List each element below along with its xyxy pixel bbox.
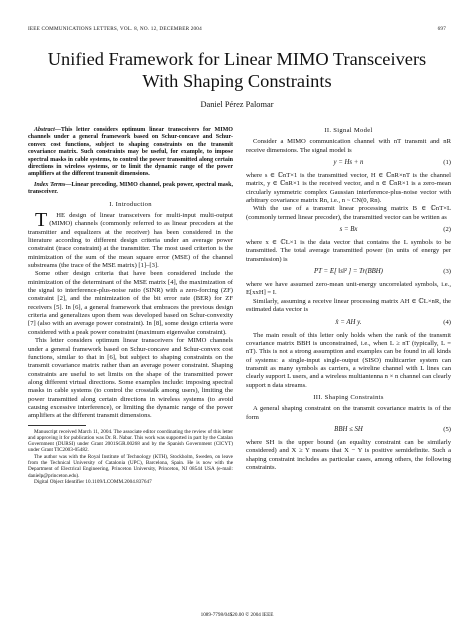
abstract-text: This letter considers optimum linear transceivers for MIMO channels under a general framework based on Schur-concave and Schur-convex cost functions, subject to shaping constraints on the transmit covariance matrix. Such constraints may be useful, for example, to impose spectral masks in cable systems, to control the power transmitted along certain directions in wireless systems, or to limit the dynamic range of the power amplifiers at the different transmit dimensions.: [28, 127, 233, 178]
equation-4-expr: x̂ = AH y.: [335, 318, 362, 326]
shaping-paragraph-1: A general shaping constraint on the transmit covariance matrix is of the form: [246, 405, 451, 421]
signal-paragraph-7: The main result of this letter only holds when the rank of the transmit covariance matrix BBH is unconstrained, i.e., when L ≥ nT (typically, L = nT). This is not a strong assumption and examples can be found in all kinds of systems: a single-input single-output (SISO) multicarrier system can transmit as many symbols as carriers, a wireline channel with L lines can clearly support L users, and a wireless multiantenna n × n channel can clearly support n data streams.: [246, 331, 451, 389]
equation-3-expr: PT = E[ ‖s‖² ] = Tr(BBH): [314, 268, 383, 276]
equation-3-number: (3): [443, 268, 451, 276]
equation-1-number: (1): [443, 159, 451, 167]
index-terms: [28, 182, 233, 197]
signal-paragraph-4: where x ∈ ℂL×1 is the data vector that contains the L symbols to be transmitted. The total average transmitted power (in units of energy per transmission) is: [246, 239, 451, 263]
footnote-doi: Digital Object Identifier 10.1109/LCOMM.2004.837647: [34, 478, 152, 485]
intro-paragraph-1-text: HE design of linear transceivers for multi-input multi-output (MIMO) channels (commonly referred to as linear precoders at the transmitter and equalizers at the receiver) has been considered in the literature according to different design criteria under an average power constraint (trace constraint) at the transmitter. The most used criterion is the minimization of the sum of the mean square error (MSE) of the channel substreams (the trace of the MSE matrix) [1]–[3].: [28, 212, 233, 270]
equation-5-number: (5): [443, 425, 451, 433]
journal-line: IEEE COMMUNICATIONS LETTERS, VOL. 8, NO. 12, DECEMBER 2004: [28, 26, 202, 32]
intro-paragraph-3: This letter considers optimum linear transceivers for MIMO channels under a general framework based on Schur-concave and Schur-convex cost functions, similar to that in [6], but subject to shaping constraints on the transmit covariance matrix rather than an average power constraint. Shaping constraints are useful to set limits on the shape of the transmitted power along different virtual directions. Some examples include: imposing spectral masks in cable systems (to control the crosstalk among users), limiting the power transmitted along certain directions in wireless systems (to avoid causing excessive interference), or limiting the dynamic range of the power amplifiers at the different transmit dimensions.: [28, 337, 233, 420]
equation-2-expr: s = Bx: [339, 226, 358, 234]
equation-1: [246, 159, 451, 168]
equation-1-expr: y = Hs + n: [333, 159, 364, 167]
abstract: [28, 127, 233, 179]
signal-paragraph-6: Similarly, assuming a receive linear processing matrix AH ∈ ℂL×nR, the estimated data vector is: [246, 297, 451, 314]
intro-paragraph-2: Some other design criteria that have been considered include the minimization of the determinant of the MSE matrix [4], the maximization of the signal to interference-plus-noise ratio (SINR) with a zero-forcing (ZF) constraint [2], and the minimization of the bit error rate (BER) for ZF receivers [5]. In [6], a general framework that embraces the previous design criteria and generalizes upon them was developed based on Schur-convexity [7] (also with an average power constraint). In [8], some design criteria were considered with a peak power constraint (maximum eigenvalue constraint).: [28, 270, 233, 336]
author-name: Daniel Pérez Palomar: [200, 100, 274, 109]
equation-5: [246, 426, 451, 435]
section-heading-signal-model: II. Signal Model: [324, 127, 373, 134]
right-column: [246, 127, 451, 472]
index-terms-label: Index Terms—: [34, 181, 72, 188]
index-terms-text: Linear precoding, MIMO channel, peak power, spectral mask, transceiver.: [28, 181, 233, 196]
footnote-affiliation: The author was with the Royal Institute of Technology (KTH), Stockholm, Sweden, on leave from the Technical University of Catalonia (UPC), Barcelona, Spain. He is now with the Department of Electrical Engineering, Princeton University, Princeton, NJ 08544 USA (e-mail: danielp@princeton.edu).: [28, 453, 233, 479]
shaping-paragraph-2: where SH is the upper bound (an equality constraint can be similarly considered) and X ≥ Y means that X − Y is positive semidefinite. Such a shaping constraint includes as particular cases, among others, the following constraints.: [246, 438, 451, 471]
left-column: [28, 127, 233, 485]
signal-paragraph-5: where we have assumed zero-mean unit-energy uncorrelated symbols, i.e., E[xxH] = I.: [246, 281, 451, 297]
intro-paragraph-1: [28, 209, 233, 270]
equation-5-expr: BBH ≤ SH: [334, 425, 363, 433]
running-header: [28, 26, 446, 32]
equation-2: [246, 226, 451, 235]
section-heading-shaping-constraints: III. Shaping Constraints: [313, 393, 384, 401]
copyright-footer: 1089-7798/04$20.00 © 2004 IEEE: [200, 612, 274, 618]
signal-paragraph-1: Consider a MIMO communication channel with nT transmit and nR receive dimensions. The signal model is: [246, 138, 451, 154]
equation-4-number: (4): [443, 318, 451, 326]
paper-title: [0, 48, 474, 92]
drop-cap: T: [35, 209, 48, 231]
equation-3: [246, 268, 451, 277]
footnote-manuscript: Manuscript received March 11, 2004. The associate editor coordinating the review of this letter and approving it for publication was Dr. R. Nabar. This work was supported in part by the Catalan Government (DURSI) under Grant 2001SGR.00268 and by the Spanish Government (CICYT) under Grant TIC2003-05482.: [28, 428, 233, 454]
abstract-label: Abstract—: [34, 127, 61, 133]
footnote-divider: [28, 425, 86, 426]
signal-paragraph-2: where s ∈ ℂnT×1 is the transmitted vector, H ∈ ℂnR×nT is the channel matrix, y ∈ ℂnR×1 is the received vector, and n ∈ ℂnR×1 is a zero-mean circularly symmetric complex Gaussian interference-plus-noise vector with arbitrary covariance matrix Rn, i.e., n ~ CN(0, Rn).: [246, 172, 451, 205]
equation-4: [246, 319, 451, 328]
page-number: 697: [437, 26, 446, 32]
signal-paragraph-3: With the use of a transmit linear processing matrix B ∈ ℂnT×L (commonly termed linear precoder), the transmitted vector can be written as: [246, 205, 451, 221]
equation-2-number: (2): [443, 226, 451, 234]
title-line-2: With Shaping Constraints: [142, 71, 332, 91]
title-line-1: Unified Framework for Linear MIMO Transceivers: [47, 49, 427, 69]
section-heading-introduction: I. Introduction: [109, 200, 152, 208]
